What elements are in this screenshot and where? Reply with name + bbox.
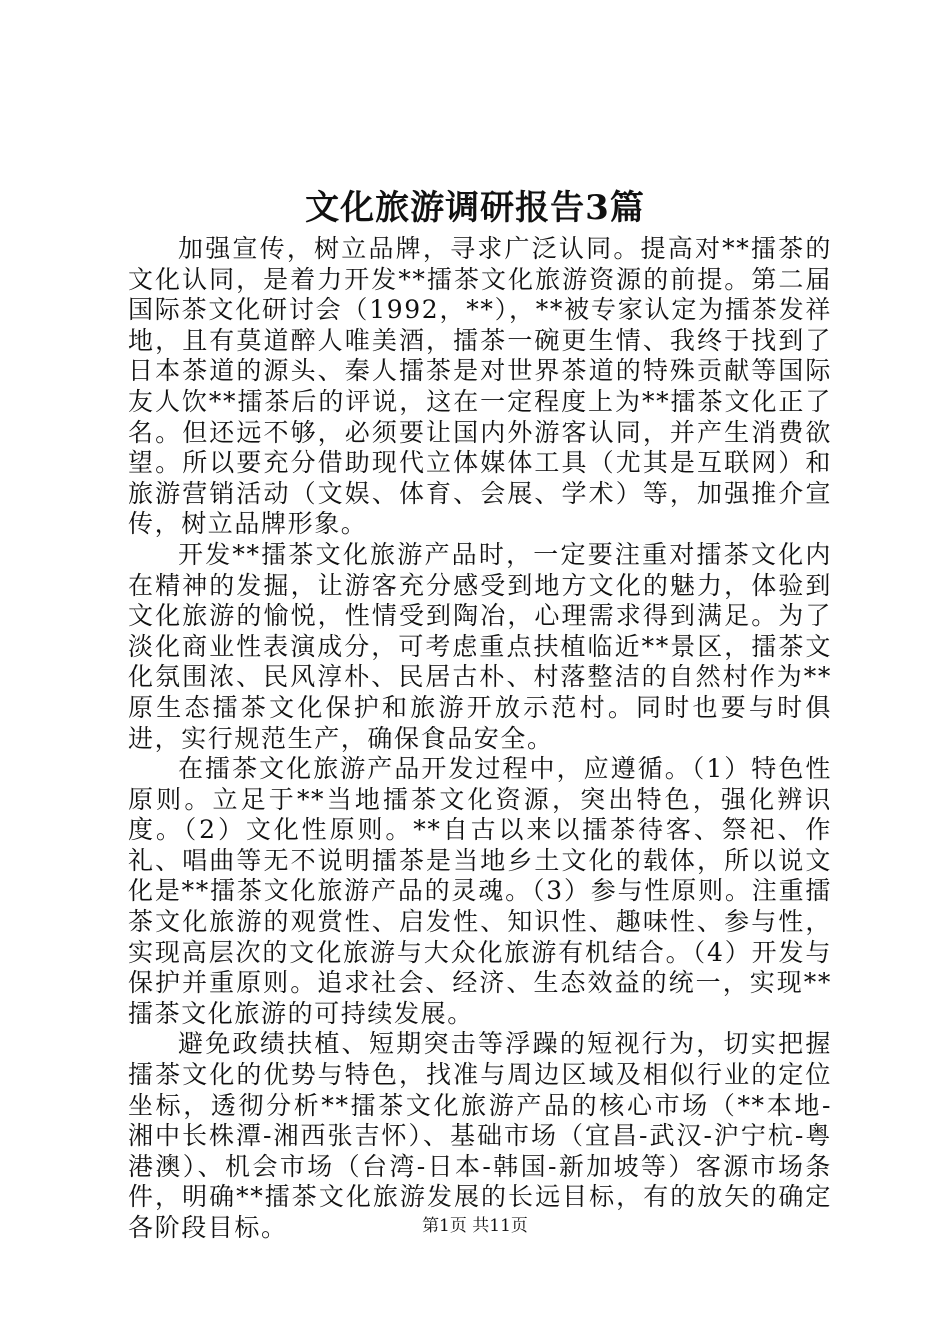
paragraph-4: 避免政绩扶植、短期突击等浮躁的短视行为，切实把握擂茶文化的优势与特色，找准与周边区域及相似行业的定位坐标，透彻分析**擂茶文化旅游产品的核心市场（**本地-湘中长株潭-湘西张吉怀）、基础市场（宜昌-武汉-沪宁杭-粤港澳）、机会市场（台湾-日本-韩国-新加坡等）客源市场条件，明确**擂茶文化旅游发展的长远目标，有的放矢的确定各阶段目标。 (128, 1029, 832, 1242)
paragraph-3: 在擂茶文化旅游产品开发过程中，应遵循。（1）特色性原则。立足于**当地擂茶文化资源，突出特色，强化辨识度。（2）文化性原则。**自古以来以擂茶待客、祭祀、作礼、唱曲等无不说明擂茶是当地乡土文化的载体，所以说文化是**擂茶文化旅游产品的灵魂。（3）参与性原则。注重擂茶文化旅游的观赏性、启发性、知识性、趣味性、参与性，实现高层次的文化旅游与大众化旅游有机结合。（4）开发与保护并重原则。追求社会、经济、生态效益的统一，实现**擂茶文化旅游的可持续发展。 (128, 754, 832, 1028)
page-number-footer: 第1页 共11页 (422, 1216, 528, 1236)
document-title: 文化旅游调研报告3篇 (305, 188, 645, 228)
document-body (128, 234, 832, 1244)
paragraph-1: 加强宣传，树立品牌，寻求广泛认同。提高对**擂茶的文化认同，是着力开发**擂茶文化旅游资源的前提。第二届国际茶文化研讨会（1992，**），**被专家认定为擂茶发祥地，且有莫道醉人唯美酒，擂茶一碗更生情、我终于找到了日本茶道的源头、秦人擂茶是对世界茶道的特殊贡献等国际友人饮**擂茶后的评说，这在一定程度上为**擂茶文化正了名。但还远不够，必须要让国内外游客认同，并产生消费欲望。所以要充分借助现代立体媒体工具（尤其是互联网）和旅游营销活动（文娱、体育、会展、学术）等，加强推介宣传，树立品牌形象。 (128, 234, 832, 539)
paragraph-2: 开发**擂茶文化旅游产品时，一定要注重对擂茶文化内在精神的发掘，让游客充分感受到地方文化的魅力，体验到文化旅游的愉悦，性情受到陶冶，心理需求得到满足。为了淡化商业性表演成分，可考虑重点扶植临近**景区，擂茶文化氛围浓、民风淳朴、民居古朴、村落整洁的自然村作为**原生态擂茶文化保护和旅游开放示范村。同时也要与时俱进，实行规范生产，确保食品安全。 (128, 539, 832, 753)
